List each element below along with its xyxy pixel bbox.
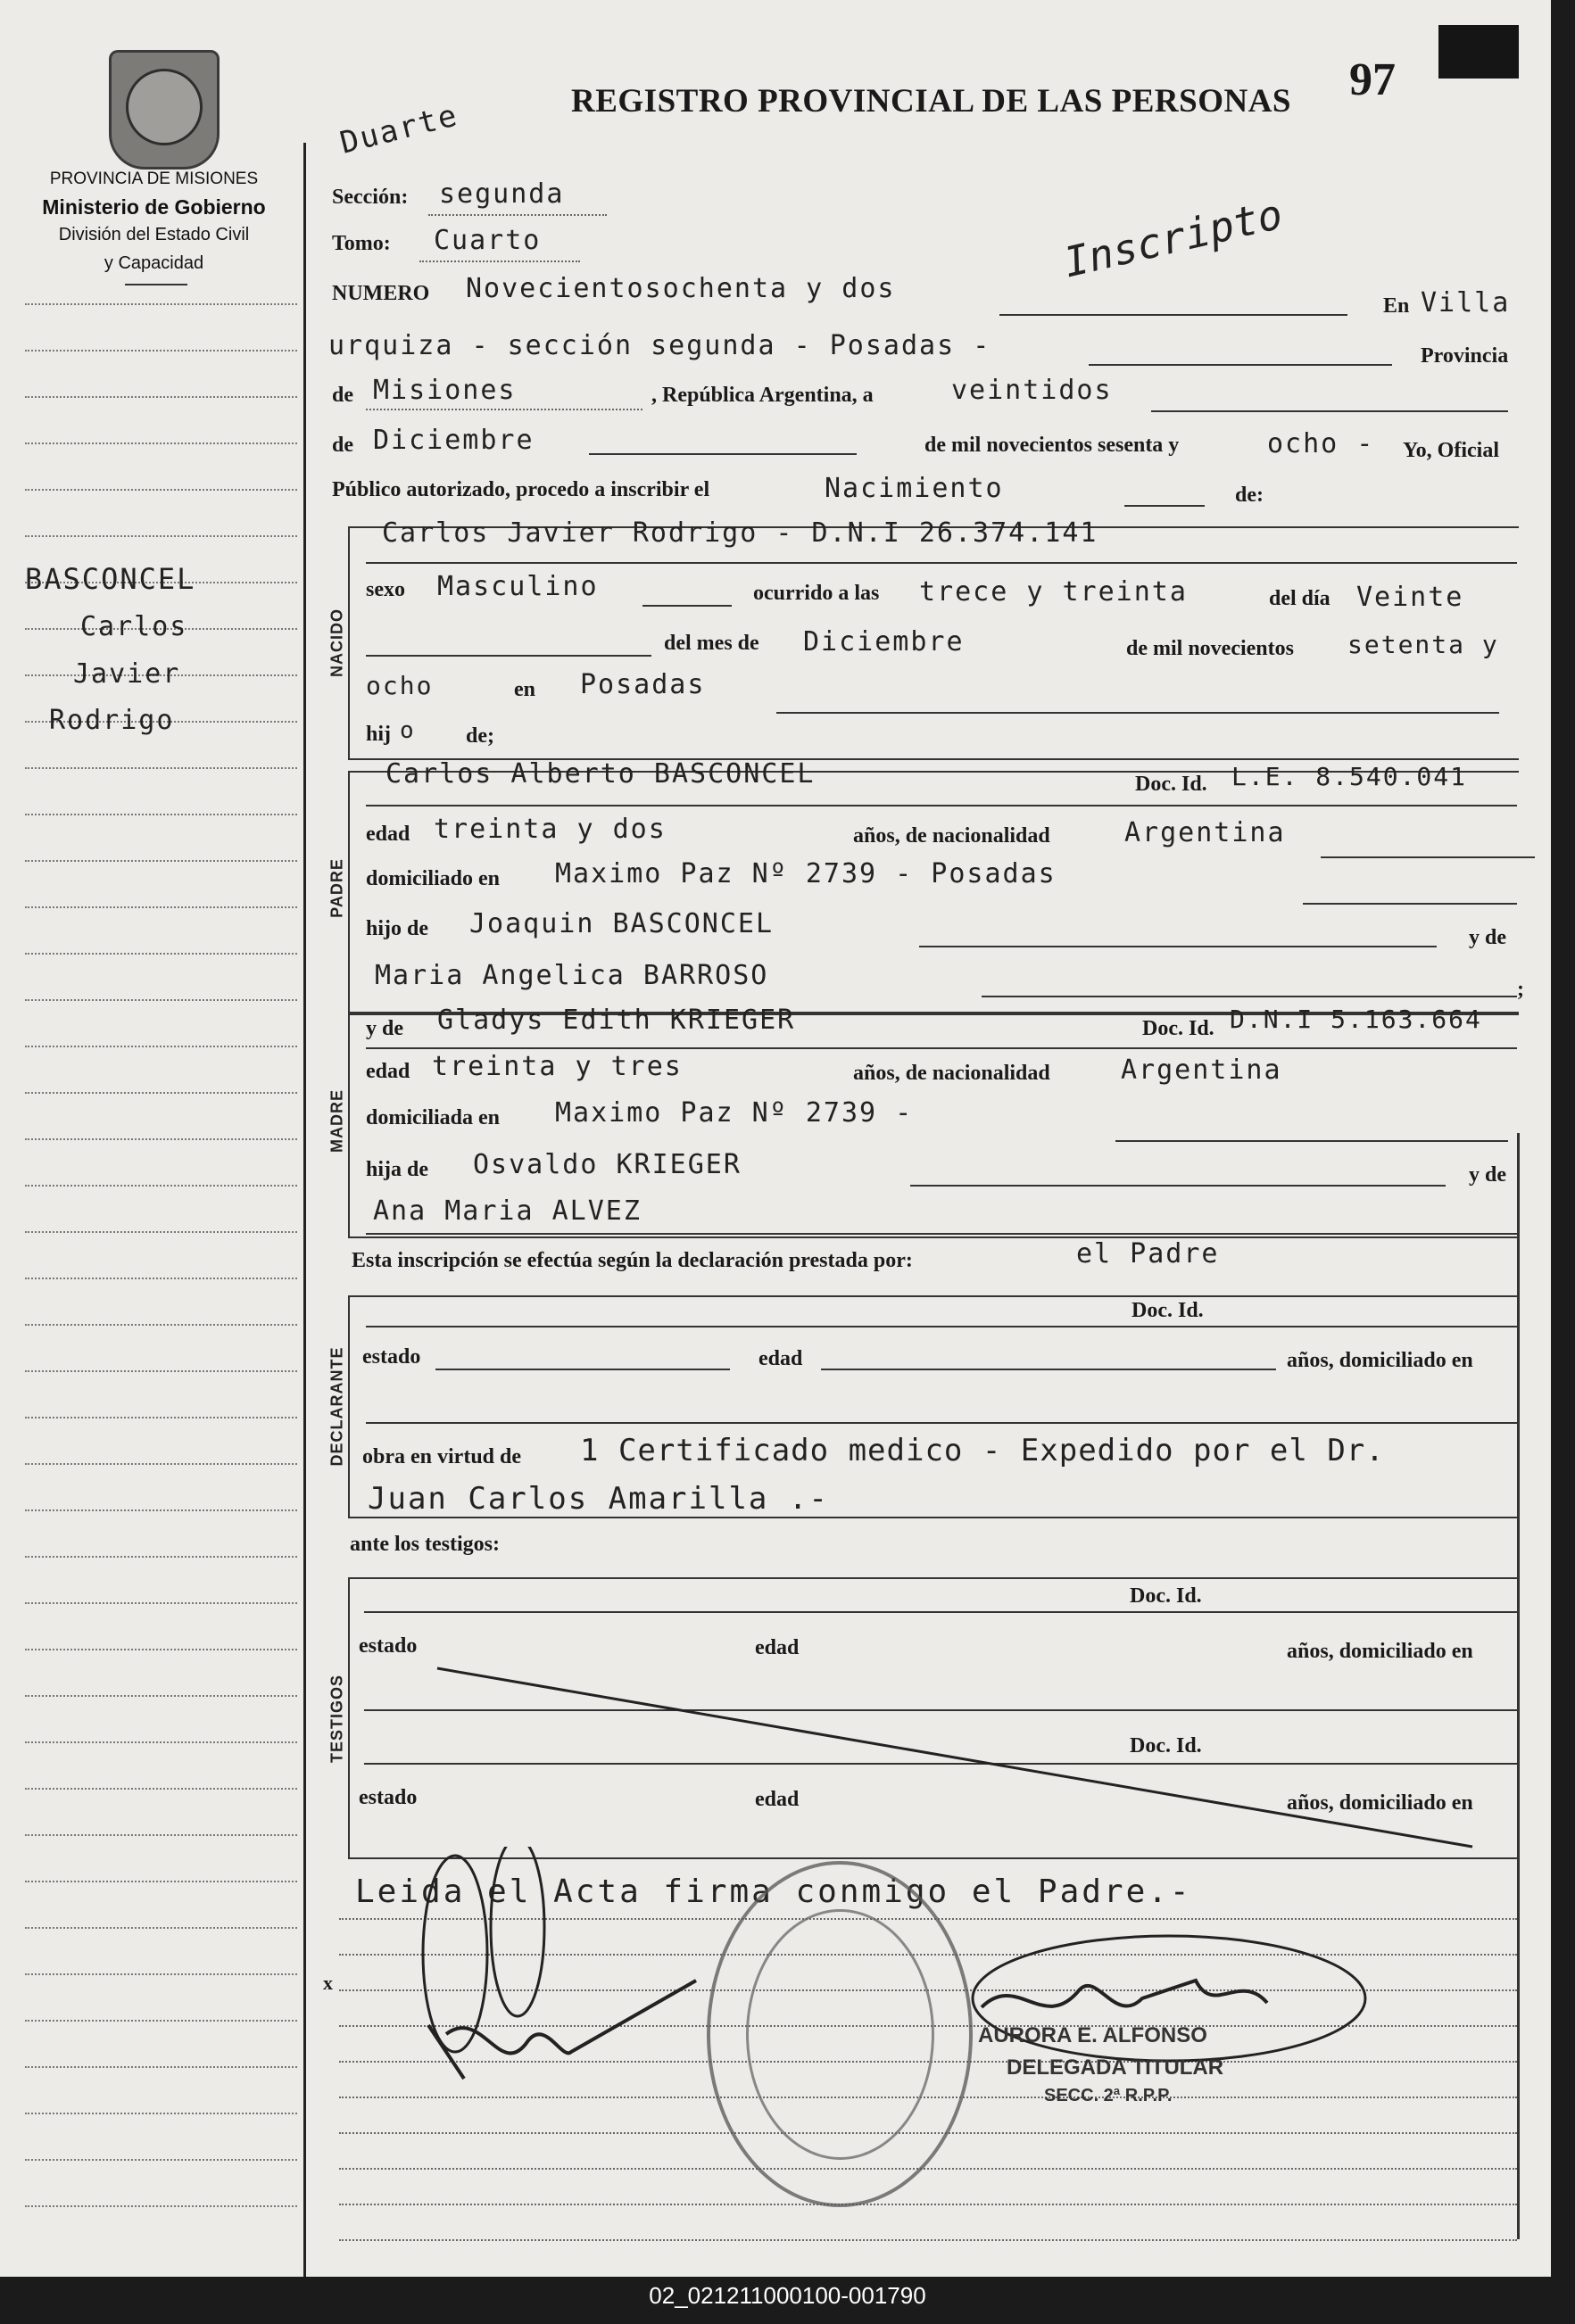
stamp-line-1: AURORA E. ALFONSO	[978, 2023, 1207, 2047]
closing-mark: x	[323, 1972, 333, 1994]
madre-hija-label: hija de	[366, 1158, 429, 1181]
margin-rule	[25, 1602, 297, 1604]
madre-yde2-label: y de	[1469, 1163, 1506, 1187]
padre-dom-label: domiciliado en	[366, 867, 501, 890]
hijo-value: o	[400, 717, 416, 744]
numero-value: Novecientosochenta y dos	[466, 273, 896, 304]
padre-section-label: PADRE	[327, 858, 346, 918]
madre-edad-value: treinta y tres	[432, 1051, 683, 1082]
dept-line-2: Ministerio de Gobierno	[42, 195, 266, 219]
header-rule	[125, 284, 187, 285]
margin-rule	[25, 1927, 297, 1929]
margin-rule	[25, 767, 297, 769]
padre-hijo-value: Joaquin BASCONCEL	[469, 908, 775, 939]
de3-label: de:	[1235, 484, 1264, 507]
declaracion-text: Esta inscripción se efectúa según la declaración prestada por:	[352, 1249, 913, 1272]
margin-rule	[25, 1231, 297, 1233]
lugar-value: Posadas	[580, 669, 706, 700]
margin-rule	[25, 1370, 297, 1372]
margin-surname: BASCONCEL	[25, 562, 196, 596]
corner-mark	[1438, 25, 1519, 79]
testigo1-estado-label: estado	[359, 1634, 418, 1658]
margin-rule	[25, 1185, 297, 1187]
sexo-label: sexo	[366, 578, 405, 601]
declaracion-value: el Padre	[1076, 1238, 1220, 1270]
padre-yde-label: y de	[1469, 926, 1506, 949]
seccion-value: segunda	[439, 178, 565, 210]
madre-doc-label: Doc. Id.	[1142, 1017, 1214, 1040]
anio-value-nacido: setenta y	[1347, 630, 1499, 659]
page-number: 97	[1349, 54, 1396, 105]
margin-rule	[25, 396, 297, 398]
margin-rule	[25, 1556, 297, 1558]
margin-rule	[25, 535, 297, 537]
margin-rule	[25, 1046, 297, 1047]
seccion-label: Sección:	[332, 186, 409, 209]
margin-rule	[25, 1463, 297, 1465]
madre-nac-value: Argentina	[1121, 1054, 1282, 1086]
hijo-label: hij	[366, 723, 392, 746]
mes-label: del mes de	[664, 632, 759, 655]
margin-rule	[25, 2020, 297, 2022]
stamp-line-3: SECC. 2ª R.P.P.	[1044, 2086, 1173, 2105]
margin-annotation: Duarte	[336, 97, 462, 161]
madre-abuela-value: Ana Maria ALVEZ	[373, 1195, 642, 1227]
margin-rule	[25, 1741, 297, 1743]
tomo-label: Tomo:	[332, 232, 391, 255]
padre-nac-value: Argentina	[1124, 817, 1286, 848]
place-value: urquiza - sección segunda - Posadas -	[328, 330, 991, 361]
hijo-de-label: de;	[466, 724, 494, 748]
margin-rule	[25, 1881, 297, 1882]
image-id: 02_021211000100-001790	[649, 2282, 926, 2309]
madre-nac-label: años, de nacionalidad	[853, 1062, 1050, 1085]
ocurrido-label: ocurrido a las	[753, 582, 880, 605]
declarant-signature-icon	[393, 1847, 714, 2132]
margin-rule	[25, 2113, 297, 2114]
mes-value-nacido: Diciembre	[803, 626, 965, 658]
margin-rule	[25, 1092, 297, 1094]
margin-rule	[25, 1788, 297, 1790]
obra-label: obra en virtud de	[362, 1445, 522, 1468]
numero-label: NUMERO	[332, 282, 430, 305]
dia-value: veintidos	[951, 375, 1113, 406]
declarante-anios-label: años, domiciliado en	[1287, 1349, 1473, 1372]
anio-value2-nacido: ocho	[366, 671, 434, 700]
testigo1-doc-label: Doc. Id.	[1130, 1584, 1202, 1608]
padre-edad-label: edad	[366, 823, 410, 846]
margin-rule	[25, 2205, 297, 2207]
signature-area-rule	[339, 2204, 1517, 2205]
testigo1-anios-label: años, domiciliado en	[1287, 1640, 1473, 1663]
de-label: de	[332, 384, 353, 407]
registrar-signature: Inscripto	[1059, 189, 1288, 287]
padre-doc-value: L.E. 8.540.041	[1231, 762, 1468, 791]
page-title: REGISTRO PROVINCIAL DE LAS PERSONAS	[571, 83, 1292, 120]
declarante-estado-label: estado	[362, 1345, 421, 1369]
en-value: Villa	[1421, 287, 1511, 318]
acto-value: Nacimiento	[825, 473, 1004, 504]
en-label-nacido: en	[514, 678, 535, 701]
void-strike-line	[428, 1659, 1481, 1856]
margin-rule	[25, 442, 297, 444]
margin-rule	[25, 489, 297, 491]
margin-rule	[25, 1834, 297, 1836]
dept-line-4: y Capacidad	[104, 253, 204, 273]
madre-dom-label: domiciliada en	[366, 1106, 501, 1129]
margin-divider	[303, 143, 306, 2277]
margin-rule	[25, 303, 297, 305]
anio-value: ocho -	[1267, 428, 1375, 459]
testigo2-edad-label: edad	[755, 1788, 800, 1811]
obra-value: 1 Certificado medico - Expedido por el Dr.	[580, 1433, 1385, 1468]
margin-name-1: Carlos	[80, 611, 188, 642]
margin-rule	[25, 906, 297, 908]
declarante-edad-label: edad	[758, 1347, 803, 1370]
madre-dom-value: Maximo Paz Nº 2739 -	[555, 1097, 914, 1129]
dept-line-3: División del Estado Civil	[58, 225, 250, 244]
padre-nombre: Carlos Alberto BASCONCEL	[385, 758, 816, 790]
sexo-value: Masculino	[437, 571, 599, 602]
declarante-section-label: DECLARANTE	[327, 1346, 346, 1467]
testigos-label: ante los testigos:	[350, 1533, 500, 1556]
margin-rule	[25, 1509, 297, 1511]
madre-yde-label: y de	[366, 1017, 403, 1040]
testigos-section-label: TESTIGOS	[327, 1675, 346, 1764]
hora-value: trece y treinta	[919, 576, 1188, 608]
madre-doc-value: D.N.I 5.163.664	[1230, 1005, 1482, 1034]
margin-rule	[25, 350, 297, 351]
yo-label: Yo, Oficial	[1403, 439, 1499, 462]
padre-doc-label: Doc. Id.	[1135, 773, 1207, 796]
mes-value: Diciembre	[373, 425, 535, 456]
dia-label: del día	[1269, 587, 1330, 610]
margin-rule	[25, 1278, 297, 1279]
testigo1-edad-label: edad	[755, 1636, 800, 1659]
testigo2-estado-label: estado	[359, 1786, 418, 1809]
margin-rule	[25, 2159, 297, 2161]
padre-hijo-label: hijo de	[366, 917, 429, 940]
stamp-line-2: DELEGADA TITULAR	[1007, 2055, 1224, 2080]
registry-seal-icon	[707, 1861, 973, 2207]
margin-rule	[25, 1417, 297, 1418]
anio-label-nacido: de mil novecientos	[1126, 637, 1294, 660]
official-signature-icon	[964, 1918, 1374, 2079]
margin-rule	[25, 1973, 297, 1975]
padre-dom-value: Maximo Paz Nº 2739 - Posadas	[555, 858, 1057, 889]
margin-rule	[25, 999, 297, 1001]
madre-hija-value: Osvaldo KRIEGER	[473, 1149, 742, 1180]
closing-text: Leida el Acta firma conmigo el Padre.-	[355, 1873, 1192, 1910]
padre-madre-value: Maria Angelica BARROSO	[375, 960, 769, 991]
tomo-value: Cuarto	[434, 225, 542, 256]
signature-area-rule	[339, 2168, 1517, 2170]
signature-area-rule	[339, 2239, 1517, 2241]
testigo2-anios-label: años, domiciliado en	[1287, 1791, 1473, 1815]
dept-line-1: PROVINCIA DE MISIONES	[49, 170, 259, 188]
obra-value-2: Juan Carlos Amarilla .-	[368, 1481, 829, 1517]
margin-rule	[25, 2066, 297, 2068]
provincia-label: Provincia	[1421, 344, 1509, 368]
de-value: Misiones	[373, 375, 517, 406]
nacido-section-label: NACIDO	[327, 608, 346, 677]
dia-value-nacido: Veinte	[1356, 582, 1464, 613]
anio-label: de mil novecientos sesenta y	[924, 434, 1180, 457]
testigo2-doc-label: Doc. Id.	[1130, 1734, 1202, 1757]
right-border	[1517, 1133, 1520, 2239]
padre-edad-value: treinta y dos	[434, 814, 667, 845]
en-label: En	[1383, 294, 1410, 318]
margin-rule	[25, 860, 297, 862]
margin-rule	[25, 814, 297, 815]
margin-rule	[25, 1324, 297, 1326]
madre-nombre: Gladys Edith KRIEGER	[437, 1005, 796, 1036]
coat-of-arms-icon	[109, 50, 220, 170]
margin-rule	[25, 1695, 297, 1697]
padre-semicolon: ;	[1517, 978, 1524, 1001]
madre-edad-label: edad	[366, 1060, 410, 1083]
republica-label: , República Argentina, a	[651, 384, 874, 407]
padre-nac-label: años, de nacionalidad	[853, 824, 1050, 848]
margin-rule	[25, 1649, 297, 1650]
nacido-nombre: Carlos Javier Rodrigo - D.N.I 26.374.141	[382, 517, 1098, 549]
declarante-doc-label: Doc. Id.	[1132, 1299, 1204, 1322]
publico-label: Público autorizado, procedo a inscribir el	[332, 478, 710, 501]
de2-label: de	[332, 434, 353, 457]
margin-name-2: Javier	[73, 658, 181, 690]
margin-name-3: Rodrigo	[49, 705, 175, 736]
margin-rule	[25, 953, 297, 955]
madre-section-label: MADRE	[327, 1089, 346, 1153]
margin-rule	[25, 1138, 297, 1140]
